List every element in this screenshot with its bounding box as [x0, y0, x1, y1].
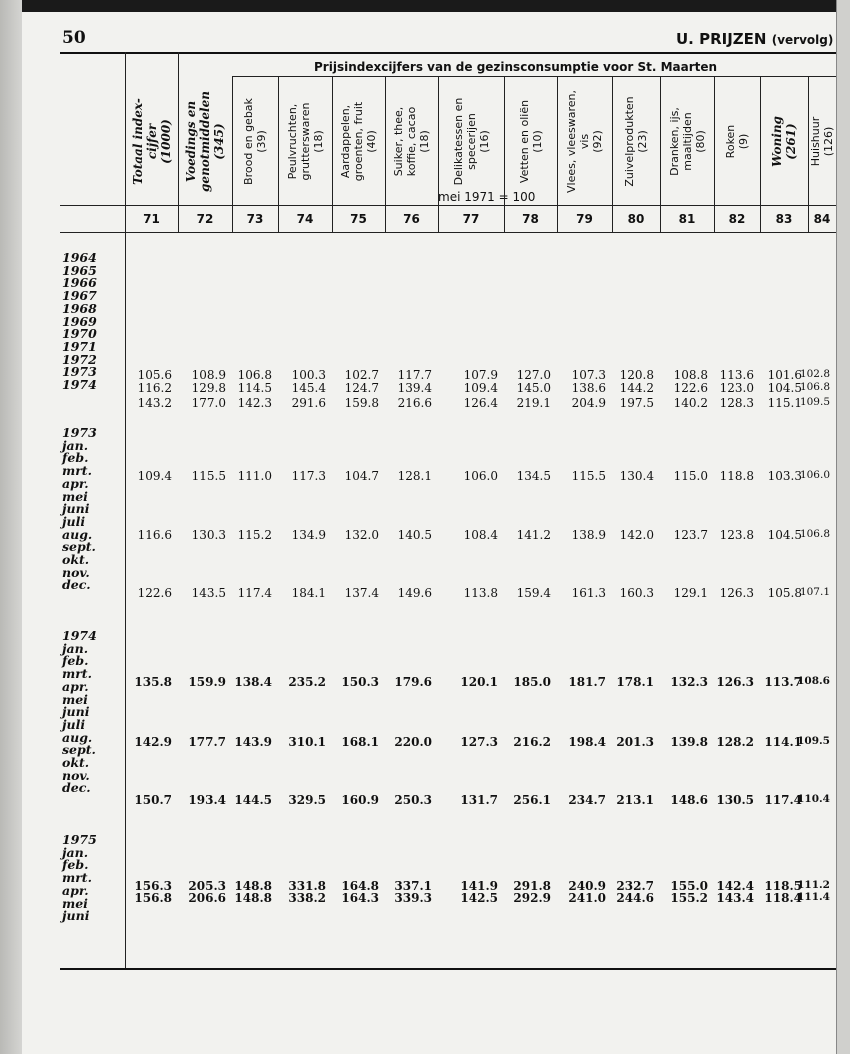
column-divider	[278, 76, 279, 232]
row-label: sept.	[62, 539, 96, 555]
column-number: 72	[196, 212, 214, 226]
table-cell: 132.3	[670, 675, 708, 689]
table-cell: 148.8	[234, 891, 272, 905]
table-cell: 108.4	[463, 528, 498, 542]
table-cell: 213.1	[616, 793, 654, 807]
table-cell: 331.8	[288, 879, 326, 893]
table-cell: 329.5	[288, 793, 326, 807]
table-cell: 139.4	[397, 381, 432, 395]
table-cell: 145.4	[291, 381, 326, 395]
table-cell: 138.6	[571, 381, 606, 395]
table-cell: 140.5	[397, 528, 432, 542]
page-number: 50	[62, 28, 86, 48]
row-label: 1973	[62, 425, 97, 440]
column-number: 83	[775, 212, 793, 226]
row-label: jan.	[62, 844, 89, 860]
header-rule	[60, 205, 836, 206]
table-cell: 130.3	[191, 528, 226, 542]
column-number: 76	[403, 212, 420, 226]
running-title	[676, 30, 833, 48]
table-cell: 129.1	[673, 586, 708, 600]
column-divider	[612, 76, 613, 232]
row-label: mrt.	[62, 463, 92, 479]
column-divider	[438, 76, 439, 232]
table-cell: 108.6	[797, 675, 830, 687]
table-cell: 122.6	[137, 586, 172, 600]
table-cell: 150.3	[341, 675, 379, 689]
colnum-rule	[60, 232, 836, 233]
table-cell: 149.6	[397, 586, 432, 600]
row-label: 1966	[62, 275, 97, 291]
table-cell: 115.1	[767, 396, 802, 410]
table-cell: 108.8	[673, 368, 708, 382]
row-label: mei	[62, 488, 88, 504]
table-cell: 141.9	[460, 879, 498, 893]
table-cell: 138.4	[234, 675, 272, 689]
row-label: 1964	[62, 250, 97, 265]
table-cell: 123.7	[673, 528, 708, 542]
table-cell: 120.1	[460, 675, 498, 689]
table-cell: 100.3	[291, 368, 326, 382]
table-cell: 127.3	[460, 735, 498, 749]
table-cell: 122.6	[673, 381, 708, 395]
table-top-rule	[60, 52, 836, 54]
table-cell: 117.4	[764, 793, 802, 807]
table-cell: 135.8	[134, 675, 172, 689]
row-label: feb.	[62, 653, 89, 669]
row-label: 1974	[62, 628, 97, 643]
table-cell: 117.3	[291, 469, 326, 483]
table-cell: 126.4	[463, 396, 498, 410]
group-title-rule	[232, 76, 836, 77]
table-cell: 130.5	[716, 793, 754, 807]
table-cell: 108.9	[191, 368, 226, 382]
table-cell: 134.9	[291, 528, 326, 542]
table-cell: 114.5	[237, 381, 272, 395]
table-cell: 123.8	[719, 528, 754, 542]
table-cell: 132.0	[344, 528, 379, 542]
table-cell: 134.5	[516, 469, 551, 483]
column-number: 84	[813, 212, 831, 226]
column-header: Woning (261)	[770, 116, 798, 167]
column-divider	[232, 76, 233, 232]
table-cell: 127.0	[516, 368, 551, 382]
column-number: 78	[522, 212, 539, 226]
table-cell: 102.7	[344, 368, 379, 382]
table-cell: 115.0	[673, 469, 708, 483]
table-cell: 124.7	[344, 381, 379, 395]
stub-divider	[125, 52, 126, 968]
table-cell: 161.3	[571, 586, 606, 600]
row-label: 1967	[62, 288, 97, 304]
column-number: 75	[350, 212, 367, 226]
table-cell: 109.4	[463, 381, 498, 395]
column-divider	[332, 76, 333, 232]
table-cell: 139.8	[670, 735, 708, 749]
row-label: 1969	[62, 313, 97, 329]
table-cell: 104.7	[344, 469, 379, 483]
table-cell: 129.8	[191, 381, 226, 395]
row-label: 1968	[62, 300, 97, 316]
table-cell: 118.4	[764, 891, 802, 905]
column-divider	[557, 76, 558, 232]
table-cell: 216.2	[513, 735, 551, 749]
table-cell: 104.5	[767, 528, 802, 542]
table-cell: 206.6	[188, 891, 226, 905]
table-cell: 240.9	[568, 879, 606, 893]
row-label: jan.	[62, 437, 89, 453]
row-label: mrt.	[62, 666, 92, 682]
table-cell: 160.9	[341, 793, 379, 807]
table-cell: 126.3	[716, 675, 754, 689]
table-cell: 150.7	[134, 793, 172, 807]
row-label: okt.	[62, 755, 90, 770]
row-label: apr.	[62, 882, 89, 898]
column-header: Roken (9)	[724, 124, 750, 159]
table-cell: 113.7	[764, 675, 802, 689]
table-cell: 142.9	[134, 735, 172, 749]
table-cell: 201.3	[616, 735, 654, 749]
table-cell: 291.8	[513, 879, 551, 893]
table-cell: 177.7	[188, 735, 226, 749]
row-label: nov.	[62, 767, 90, 783]
table-cell: 310.1	[288, 735, 326, 749]
column-divider	[385, 76, 386, 232]
column-header: Vetten en oliën (10)	[517, 99, 544, 184]
table-cell: 292.9	[513, 891, 551, 905]
row-label: dec.	[62, 780, 91, 796]
column-divider	[714, 76, 715, 232]
column-number: 74	[296, 212, 314, 226]
table-cell: 155.0	[670, 879, 708, 893]
table-cell: 144.2	[619, 381, 654, 395]
column-divider	[504, 76, 505, 232]
table-cell: 142.4	[716, 879, 754, 893]
table-cell: 106.0	[463, 469, 498, 483]
table-cell: 184.1	[291, 586, 326, 600]
table-cell: 177.0	[191, 396, 226, 410]
table-cell: 138.9	[571, 528, 606, 542]
table-cell: 160.3	[619, 586, 654, 600]
table-cell: 107.9	[463, 368, 498, 382]
table-cell: 140.2	[673, 396, 708, 410]
table-cell: 339.3	[394, 891, 432, 905]
table-cell: 159.9	[188, 675, 226, 689]
column-header: Voedings en genotmiddelen (345)	[184, 91, 226, 192]
table-cell: 164.8	[341, 879, 379, 893]
table-cell: 123.0	[719, 381, 754, 395]
column-header: Suiker, thee, koffie, cacao (18)	[392, 106, 431, 177]
row-label: nov.	[62, 564, 90, 580]
column-header: Vlees, vleeswaren, vis (92)	[565, 90, 604, 193]
table-cell: 256.1	[513, 793, 551, 807]
table-cell: 337.1	[394, 879, 432, 893]
table-cell: 109.4	[137, 469, 172, 483]
table-cell: 110.4	[797, 793, 830, 805]
table-cell: 113.8	[463, 586, 498, 600]
table-cell: 130.4	[619, 469, 654, 483]
column-header: Brood en gebak (39)	[242, 98, 268, 185]
table-cell: 131.7	[460, 793, 498, 807]
table-cell: 103.3	[767, 469, 802, 483]
column-divider	[660, 76, 661, 232]
table-cell: 106.8	[799, 528, 830, 540]
table-cell: 143.5	[191, 586, 226, 600]
table-cell: 241.0	[568, 891, 606, 905]
row-label: okt.	[62, 552, 90, 567]
row-label: mei	[62, 691, 88, 707]
column-header: Totaal index- cijfer (1000)	[130, 98, 173, 185]
table-cell: 107.1	[799, 586, 830, 598]
row-label: juli	[62, 513, 86, 529]
scan-top-edge	[0, 0, 850, 12]
table-cell: 142.0	[619, 528, 654, 542]
table-cell: 181.7	[568, 675, 606, 689]
table-cell: 115.2	[237, 528, 272, 542]
row-label: feb.	[62, 450, 89, 466]
row-label: aug.	[62, 729, 93, 745]
row-label: 1975	[62, 832, 97, 847]
table-cell: 116.6	[137, 528, 172, 542]
table-cell: 115.5	[571, 469, 606, 483]
table-cell: 105.8	[767, 586, 802, 600]
base-period-label: mei 1971 = 100	[438, 190, 536, 204]
table-cell: 164.3	[341, 891, 379, 905]
book-spine-shadow	[0, 0, 22, 1054]
row-label: juni	[62, 704, 90, 720]
table-cell: 142.3	[237, 396, 272, 410]
column-header: Zuivelprodukten (23)	[623, 96, 649, 187]
table-cell: 106.8	[799, 381, 830, 393]
table-cell: 145.0	[516, 381, 551, 395]
table-cell: 115.5	[191, 469, 226, 483]
column-header: Dranken, ijs, maaltijden (80)	[667, 107, 707, 176]
table-cell: 143.9	[234, 735, 272, 749]
row-label: 1965	[62, 262, 97, 278]
table-cell: 156.8	[134, 891, 172, 905]
row-label: 1970	[62, 326, 97, 342]
table-cell: 116.2	[137, 381, 172, 395]
table-cell: 117.7	[397, 368, 432, 382]
next-page-edge	[836, 0, 850, 1054]
table-cell: 128.1	[397, 469, 432, 483]
row-label: aug.	[62, 526, 93, 542]
table-cell: 216.6	[397, 396, 432, 410]
table-cell: 102.8	[799, 368, 830, 380]
row-label: apr.	[62, 678, 89, 694]
table-cell: 113.6	[719, 368, 754, 382]
table-cell: 168.1	[341, 735, 379, 749]
row-label: mei	[62, 895, 88, 911]
row-label: juni	[62, 501, 90, 517]
table-cell: 142.5	[460, 891, 498, 905]
table-cell: 111.2	[797, 879, 830, 891]
row-label: mrt.	[62, 870, 92, 886]
table-cell: 107.3	[571, 368, 606, 382]
row-label: apr.	[62, 475, 89, 491]
table-cell: 205.3	[188, 879, 226, 893]
column-header: Delikatessen en specerijen (16)	[451, 97, 491, 186]
table-cell: 126.3	[719, 586, 754, 600]
table-cell: 198.4	[568, 735, 606, 749]
table-cell: 111.4	[797, 891, 830, 903]
table-cell: 118.5	[764, 879, 802, 893]
column-number: 81	[678, 212, 696, 226]
table-cell: 141.2	[516, 528, 551, 542]
row-label: 1974	[62, 377, 97, 392]
table-cell: 159.4	[516, 586, 551, 600]
row-label: 1971	[62, 338, 97, 354]
column-number: 73	[246, 212, 264, 226]
group-title: Prijsindexcijfers van de gezinsconsumptie voor St. Maarten	[314, 60, 718, 74]
table-cell: 155.2	[670, 891, 708, 905]
row-label: juli	[62, 716, 86, 732]
column-header: Aardappelen, groenten, fruit (40)	[339, 101, 378, 182]
table-cell: 105.6	[137, 368, 172, 382]
row-label: juni	[62, 908, 90, 924]
table-cell: 120.8	[619, 368, 654, 382]
table-cell: 101.6	[767, 368, 802, 382]
table-cell: 291.6	[291, 396, 326, 410]
table-cell: 197.5	[619, 396, 654, 410]
table-cell: 128.2	[716, 735, 754, 749]
table-cell: 178.1	[616, 675, 654, 689]
row-label: feb.	[62, 857, 89, 873]
row-label: jan.	[62, 640, 89, 656]
table-bottom-rule	[60, 968, 836, 970]
table-cell: 220.0	[394, 735, 432, 749]
table-cell: 104.5	[767, 381, 802, 395]
table-cell: 148.8	[234, 879, 272, 893]
table-cell: 143.2	[137, 396, 172, 410]
table-cell: 148.6	[670, 793, 708, 807]
table-cell: 156.3	[134, 879, 172, 893]
row-label: 1973	[62, 364, 97, 380]
table-cell: 179.6	[394, 675, 432, 689]
row-label: sept.	[62, 742, 96, 758]
table-cell: 128.3	[719, 396, 754, 410]
table-cell: 118.8	[719, 469, 754, 483]
table-cell: 143.4	[716, 891, 754, 905]
column-header: Huishuur (126)	[809, 116, 835, 167]
table-cell: 219.1	[516, 396, 551, 410]
table-cell: 114.1	[764, 735, 802, 749]
column-divider	[178, 52, 179, 232]
table-cell: 109.5	[799, 396, 830, 408]
column-number: 80	[627, 212, 645, 226]
table-cell: 235.2	[288, 675, 326, 689]
running-title-sub: (vervolg)	[771, 33, 834, 47]
table-cell: 137.4	[344, 586, 379, 600]
column-header: Peulvruchten, grutterswaren (18)	[285, 102, 325, 181]
table-cell: 159.8	[344, 396, 379, 410]
table-cell: 232.7	[616, 879, 654, 893]
table-cell: 144.5	[234, 793, 272, 807]
table-cell: 204.9	[571, 396, 606, 410]
running-title-main: U. PRIJZEN	[676, 30, 767, 48]
row-label: 1972	[62, 351, 97, 367]
column-number: 71	[143, 212, 160, 226]
table-cell: 109.5	[797, 735, 830, 747]
table-cell: 250.3	[394, 793, 432, 807]
column-divider	[760, 76, 761, 232]
column-number: 77	[462, 212, 480, 226]
table-cell: 117.4	[237, 586, 272, 600]
table-cell: 111.0	[237, 469, 272, 483]
table-cell: 106.8	[237, 368, 272, 382]
table-cell: 193.4	[188, 793, 226, 807]
table-cell: 106.0	[799, 469, 830, 481]
table-cell: 234.7	[568, 793, 606, 807]
table-cell: 244.6	[616, 891, 654, 905]
row-label: dec.	[62, 577, 91, 593]
column-number: 79	[576, 212, 593, 226]
table-cell: 185.0	[513, 675, 551, 689]
table-cell: 338.2	[288, 891, 326, 905]
column-number: 82	[728, 212, 746, 226]
